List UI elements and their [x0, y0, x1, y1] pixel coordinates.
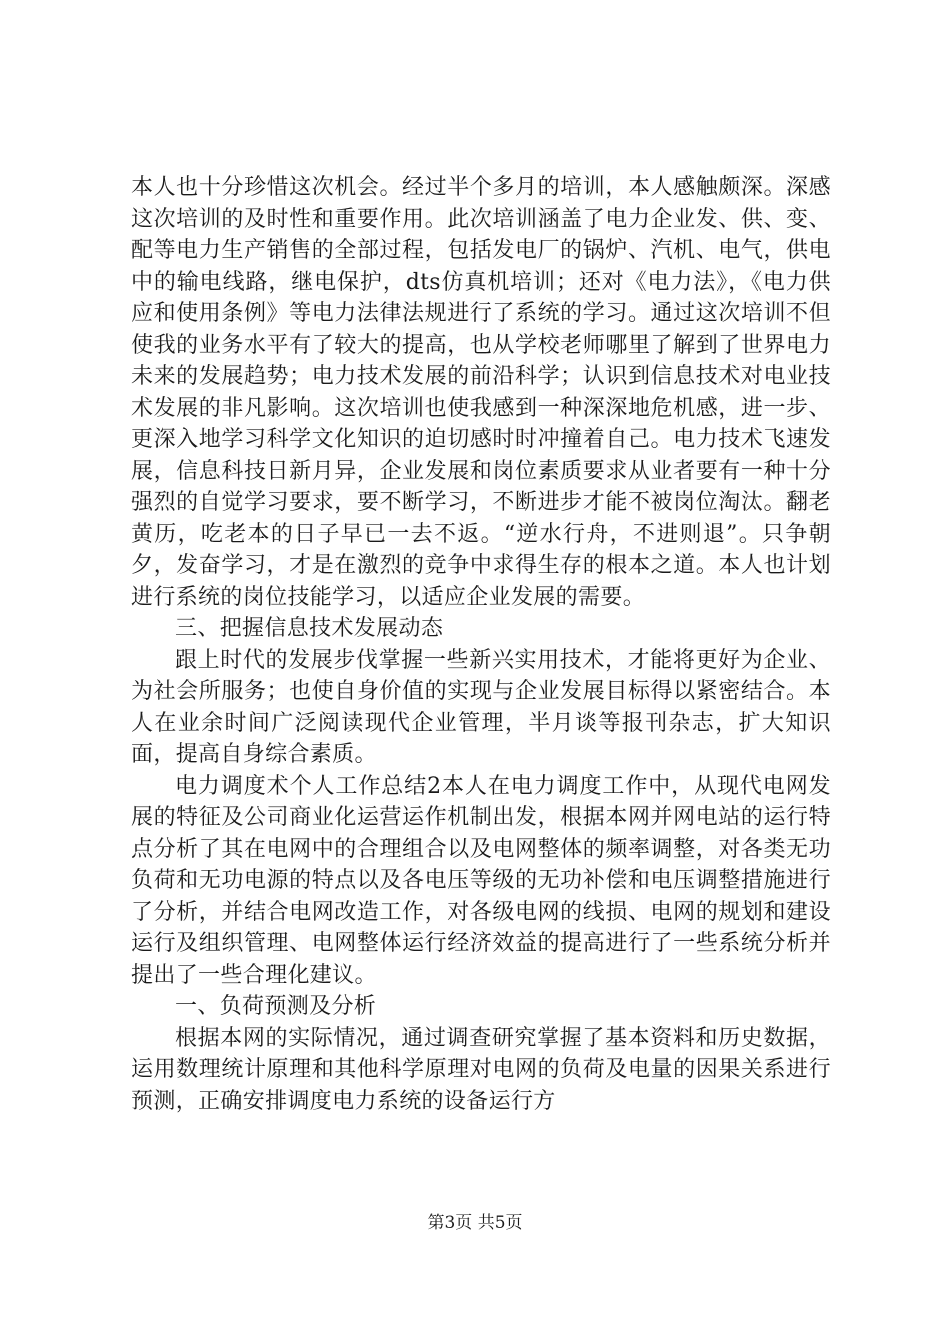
section-heading-1: 一、负荷预测及分析	[175, 994, 377, 1019]
document-body	[131, 172, 831, 1117]
paragraph-continuation: 本人也十分珍惜这次机会。经过半个多月的培训，本人感触颇深。深感这次培训的及时性和重要作用。此次培训涵盖了电力企业发、供、变、配等电力生产销售的全部过程，包括发电厂的锅炉、汽机、电气，供电中的输电线路，继电保护，dts仿真机培训；还对《电力法》，《电力供应和使用条例》等电力法律法规进行了系统的学习。通过这次培训不但使我的业务水平有了较大的提高，也从学校老师哪里了解到了世界电力未来的发展趋势；电力技术发展的前沿科学；认识到信息技术对电业技术发展的非凡影响。这次培训也使我感到一种深深地危机感，进一步、更深入地学习科学文化知识的迫切感时时冲撞着自己。电力技术飞速发展，信息科技日新月异，企业发展和岗位素质要求从业者要有一种十分强烈的自觉学习要求，要不断学习，不断进步才能不被岗位淘汰。翻老黄历，吃老本的日子早已一去不返。“逆水行舟，不进则退”。只争朝夕，发奋学习，才是在激烈的竞争中求得生存的根本之道。本人也计划进行系统的岗位技能学习，以适应企业发展的需要。	[131, 175, 831, 610]
paragraph: 跟上时代的发展步伐掌握一些新兴实用技术，才能将更好为企业、为社会所服务；也使自身价值的实现与企业发展目标得以紧密结合。本人在业余时间广泛阅读现代企业管理，半月谈等报刊杂志，扩大知识面，提高自身综合素质。	[131, 647, 831, 767]
section-heading-3: 三、把握信息技术发展动态	[175, 616, 444, 641]
paragraph: 根据本网的实际情况，通过调查研究掌握了基本资料和历史数据，运用数理统计原理和其他科学原理对电网的负荷及电量的因果关系进行预测，正确安排调度电力系统的设备运行方	[131, 1025, 831, 1114]
paragraph: 电力调度术个人工作总结2本人在电力调度工作中，从现代电网发展的特征及公司商业化运营运作机制出发，根据本网并网电站的运行特点分析了其在电网中的合理组合以及电网整体的频率调整，对各类无功负荷和无功电源的特点以及各电压等级的无功补偿和电压调整措施进行了分析，并结合电网改造工作，对各级电网的线损、电网的规划和建设运行及组织管理、电网整体运行经济效益的提高进行了一些系统分析并提出了一些合理化建议。	[131, 773, 831, 988]
page-number-footer: 第3页 共5页	[427, 1213, 523, 1233]
